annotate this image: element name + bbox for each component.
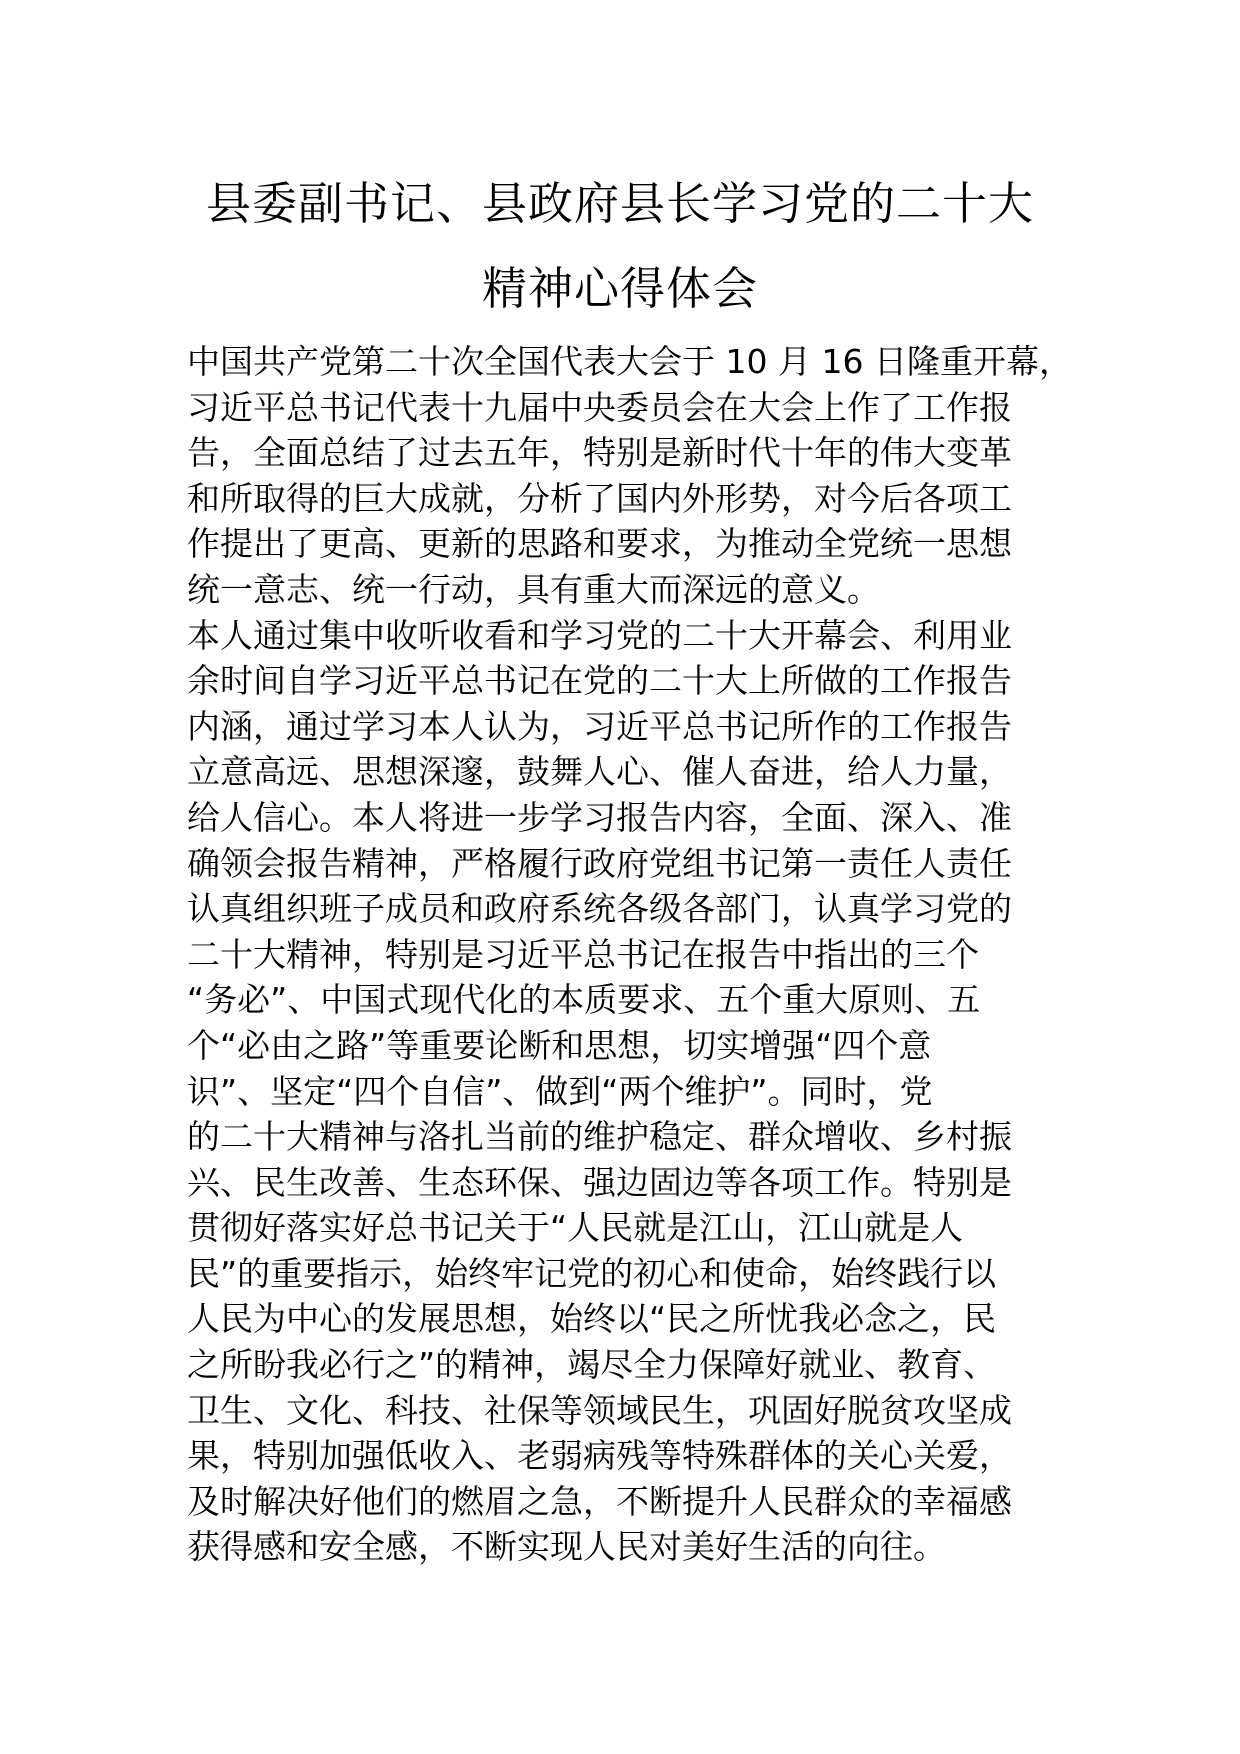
body-line: 本人通过集中收听收看和学习党的二十大开幕会、利用业	[187, 615, 1012, 655]
body-line: 立意高远、思想深邃，鼓舞人心、催人奋进，给人力量，	[187, 752, 1012, 792]
body-line: 人民为中心的发展思想，始终以“民之所忧我必念之，民	[187, 1299, 997, 1339]
body-line: 果，特别加强低收入、老弱病残等特殊群体的关心关爱，	[187, 1436, 1012, 1476]
body-line: 之所盼我必行之”的精神，竭尽全力保障好就业、教育、	[187, 1345, 997, 1385]
body-line: 获得感和安全感，不断实现人民对美好生活的向往。	[187, 1527, 946, 1567]
body-line: 作提出了更高、更新的思路和要求，为推动全党统一思想	[187, 524, 1012, 564]
body-line: 及时解决好他们的燃眉之急，不断提升人民群众的幸福感	[187, 1481, 1012, 1521]
document-title-line-1: 县委副书记、县政府县长学习党的二十大	[205, 177, 1034, 230]
body-line: 贯彻好落实好总书记关于“人民就是江山，江山就是人	[187, 1208, 964, 1248]
body-line: 兴、民生改善、生态环保、强边固边等各项工作。特别是	[187, 1162, 1012, 1202]
body-line: 二十大精神，特别是习近平总书记在报告中指出的三个	[187, 934, 979, 974]
body-line: 民”的重要指示，始终牢记党的初心和使命，始终践行以	[187, 1253, 997, 1293]
body-line: 统一意志、统一行动，具有重大而深远的意义。	[187, 569, 880, 609]
body-line: 卫生、文化、科技、社保等领域民生，巩固好脱贫攻坚成	[187, 1390, 1012, 1430]
document-body	[187, 339, 1072, 1570]
body-line: 个“必由之路”等重要论断和思想，切实增强“四个意	[187, 1025, 932, 1065]
body-line: “务必”、中国式现代化的本质要求、五个重大原则、五	[187, 980, 981, 1020]
body-line: 中国共产党第二十次全国代表大会于 10 月 16 日隆重开幕，	[187, 342, 1072, 381]
body-line: 内涵，通过学习本人认为，习近平总书记所作的工作报告	[187, 706, 1012, 746]
body-line: 和所取得的巨大成就，分析了国内外形势，对今后各项工	[187, 478, 1012, 518]
body-line: 习近平总书记代表十九届中央委员会在大会上作了工作报	[187, 387, 1012, 427]
body-line: 确领会报告精神，严格履行政府党组书记第一责任人责任	[187, 843, 1012, 883]
body-line: 给人信心。本人将进一步学习报告内容，全面、深入、准	[187, 797, 1012, 837]
body-line: 认真组织班子成员和政府系统各级各部门，认真学习党的	[187, 889, 1012, 929]
body-line: 的二十大精神与洛扎当前的维护稳定、群众增收、乡村振	[187, 1117, 1012, 1157]
document-title-line-2: 精神心得体会	[481, 262, 758, 315]
body-line: 余时间自学习近平总书记在党的二十大上所做的工作报告	[187, 661, 1012, 701]
body-line: 识”、坚定“四个自信”、做到“两个维护”。同时，党	[187, 1071, 933, 1111]
body-line: 告，全面总结了过去五年，特别是新时代十年的伟大变革	[187, 433, 1012, 473]
